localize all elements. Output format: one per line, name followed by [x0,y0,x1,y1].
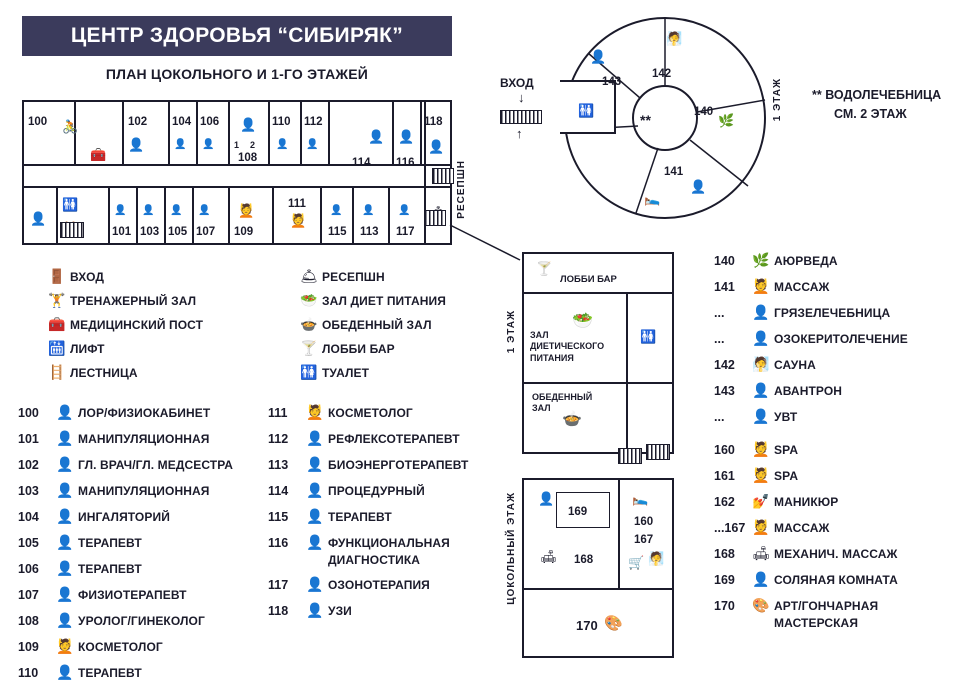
room-label: ГЛ. ВРАЧ/ГЛ. МЕДСЕСТРА [78,457,234,472]
legend-item [296,292,526,309]
room-number: 106 [18,561,39,576]
room-label: ГРЯЗЕЛЕЧЕБНИЦА [774,305,891,320]
fan-room-140: 140 [694,106,714,118]
legend-item [296,268,526,285]
room-label: АЮРВЕДА [774,253,838,268]
stairs-floor1 [618,448,642,464]
room-list-col2 [268,404,518,628]
room-label: МАСТЕРСКАЯ [774,616,859,630]
legend-item [44,340,274,357]
room-number-111: 111 [288,198,306,210]
legend-item [44,364,274,381]
diet-hall-label: ЗАЛ ДИЕТИЧЕСКОГО ПИТАНИЯ [530,330,605,363]
person-icon: 👤 [56,482,74,498]
person-icon-116: 👤 [398,129,415,144]
person-icon-102: 👤 [128,137,145,152]
list-item [18,456,268,473]
room-label: ТЕРАПЕВТ [78,561,142,576]
room-label: ФУНКЦИОНАЛЬНАЯ [328,535,450,550]
person-icon: 👤 [56,534,74,550]
room-label: ОЗОКЕРИТОЛЕЧЕНИЕ [774,331,908,346]
person-icon-114: 👤 [368,129,385,144]
basement-label: ЦОКОЛЬНЫЙ ЭТАЖ [506,492,517,605]
room-number-sub-1: 1 [234,140,240,150]
person-icon-169: 👤 [538,491,555,506]
entrance-label: ВХОД [500,76,534,90]
room-label: ПРОЦЕДУРНЫЙ [328,483,425,498]
room-number-110: 110 [272,116,291,128]
diet-hall-icon: 🥗 [300,292,318,308]
reception-label: РЕСЕПШН [456,160,467,219]
legend-item [296,364,526,381]
room-label: САУНА [774,357,816,372]
room-number: ... [714,331,725,346]
fan-room-143: 143 [602,76,622,88]
symbols-legend-col2 [296,268,526,388]
room-label: АВАНТРОН [774,383,843,398]
list-item [268,508,518,525]
room-number: 117 [268,577,289,592]
massage-icon-141: 🛌 [644,191,661,206]
room-label: МАНИКЮР [774,494,839,509]
mech-massage-icon: 🛋 [752,545,770,561]
legend-label: МЕДИЦИНСКИЙ ПОСТ [70,317,204,332]
room-number-114: 114 [352,157,371,169]
elevator-icon: 🛗 [48,340,66,356]
person-icon: 👤 [56,508,74,524]
room-number: ... [714,409,725,424]
room-number: 109 [18,639,39,654]
list-item [268,482,518,499]
symbols-legend-col1 [44,268,274,388]
medpost-icon: 🧰 [48,316,66,332]
room-number: 140 [714,253,735,268]
wc-icon-floor1: 🚻 [640,329,657,344]
room-number: 104 [18,509,39,524]
person-icon-112: 👤 [306,139,319,150]
lobby-bar-icon-plan: 🍸 [536,261,553,276]
list-item [18,430,268,447]
stairs-block-top [432,168,454,184]
list-item [18,612,268,629]
person-icon-103: 👤 [142,205,155,216]
person-icon: 👤 [56,664,74,680]
lobby-bar-icon: 🍸 [300,340,318,356]
room-number: 110 [18,665,39,680]
person-icon: 👤 [752,571,770,587]
lobby-bar-label: ЛОББИ БАР [560,274,617,285]
room-number-102: 102 [128,116,148,128]
room-number-103: 103 [140,226,160,238]
legend-item [44,268,274,285]
room-label: SPA [774,442,799,457]
sauna-icon-basement: 🧖 [648,551,665,566]
list-item [18,482,268,499]
page-subtitle: ПЛАН ЦОКОЛЬНОГО И 1-ГО ЭТАЖЕЙ [105,66,369,82]
basement-room-160: 160 [634,516,654,528]
list-item [268,456,518,473]
list-item [268,534,518,551]
reception-icon: 🛎 [300,268,318,284]
room-label: ТЕРАПЕВТ [78,665,142,680]
avantron-icon-143: 👤 [590,49,607,64]
room-number: 169 [714,572,735,587]
room-number: 116 [268,535,289,550]
wc-icon-plan: 🚻 [62,197,79,212]
room-label: ТЕРАПЕВТ [78,535,142,550]
list-item [714,493,974,510]
room-label: РЕФЛЕКСОТЕРАПЕВТ [328,431,460,446]
dining-icon-plan: 🍲 [562,411,582,428]
person-icon-110: 👤 [276,139,289,150]
stairs-icon: 🪜 [48,364,66,380]
room-number: 113 [268,457,289,472]
art-icon-170: 🎨 [604,615,623,632]
person-icon: 👤 [306,508,324,524]
person-icon: 👤 [752,304,770,320]
legend-label: ЛОББИ БАР [322,341,395,356]
room-number-107: 107 [196,226,216,238]
cosmetologist-icon: 💆 [306,404,324,420]
stairs-block-left [60,222,84,238]
room-number-116: 116 [396,157,415,169]
legend-label: ЛЕСТНИЦА [70,365,138,380]
dining-hall-label: ОБЕДЕННЫЙ ЗАЛ [532,392,593,414]
list-item [268,602,518,619]
room-label: ИНГАЛЯТОРИЙ [78,509,170,524]
manicure-icon: 💅 [752,493,770,509]
person-icon-104: 👤 [174,139,187,150]
room-number: 103 [18,483,39,498]
room-label: МАНИПУЛЯЦИОННАЯ [78,431,210,446]
room-label: АРТ/ГОНЧАРНАЯ [774,598,879,613]
basement-room-169: 169 [568,506,588,518]
room-number-106: 106 [200,116,220,128]
person-icon: 👤 [56,560,74,576]
dining-icon: 🍲 [300,316,318,332]
legend-label: РЕСЕПШН [322,269,385,284]
water-note-line2: СМ. 2 ЭТАЖ [834,106,907,121]
ayurveda-icon-140: 🌿 [718,113,735,128]
room-number-105: 105 [168,226,188,238]
list-item [18,664,268,681]
room-number: 101 [18,431,39,446]
list-item [18,508,268,525]
room-label: ОЗОНОТЕРАПИЯ [328,577,430,592]
list-item [714,382,974,399]
person-icon-113: 👤 [362,205,375,216]
fan-center-label: ** [640,112,651,128]
person-icon-101: 👤 [30,211,47,226]
entrance-arrow-down: ↓ [518,90,525,105]
medpost-icon: 🧰 [90,147,107,162]
person-icon-106: 👤 [202,139,215,150]
list-item [714,304,974,321]
gym-icon: 🏋 [48,292,66,308]
legend-label: ВХОД [70,269,105,284]
person-icon: 👤 [306,456,324,472]
person-icon-101b: 👤 [114,205,127,216]
room-number: 143 [714,383,735,398]
room-number: 168 [714,546,735,561]
room-number: 107 [18,587,39,602]
massage-icon: 💆 [752,519,770,535]
room-number: 112 [268,431,289,446]
room-label: ТЕРАПЕВТ [328,509,392,524]
fan-room-142: 142 [652,68,672,80]
room-label: УРОЛОГ/ГИНЕКОЛОГ [78,613,205,628]
room-label: КОСМЕТОЛОГ [328,405,413,420]
room-number: ...167 [714,520,746,535]
entrance-arrow-up: ↑ [516,126,523,141]
room-label: МАНИПУЛЯЦИОННАЯ [78,483,210,498]
person-icon: 👤 [306,534,324,550]
room-number-109: 109 [234,226,254,238]
room-number-101: 101 [112,226,132,238]
list-item [714,252,974,269]
room-number: ... [714,305,725,320]
room-label: ДИАГНОСТИКА [328,553,421,567]
person-icon: 👤 [306,602,324,618]
room-label: УВТ [774,409,798,424]
person-icon: 👤 [306,482,324,498]
room-label: SPA [774,468,799,483]
person-icon-105: 👤 [170,205,183,216]
list-item [18,534,268,551]
room-label: МАССАЖ [774,520,830,535]
room-number: 118 [268,603,289,618]
list-item [714,356,974,373]
list-item [18,638,268,655]
water-clinic-note [812,86,941,124]
list-item [268,404,518,421]
cosmetologist-icon-111: 💆 [290,213,307,228]
list-item [714,571,974,588]
room-number: 108 [18,613,39,628]
list-item [714,616,974,630]
list-item [714,467,974,484]
list-item [714,278,974,295]
list-item [268,553,518,567]
list-item [268,430,518,447]
room-list-col1 [18,404,268,690]
entrance-door [500,110,542,124]
room-number: 115 [268,509,289,524]
art-icon: 🎨 [752,597,770,613]
room-number-108: 108 [238,152,258,164]
list-item [714,330,974,347]
room-label: МЕХАНИЧ. МАССАЖ [774,546,898,561]
room-number-104: 104 [172,116,192,128]
person-icon: 👤 [752,408,770,424]
list-item [714,597,974,614]
room-number-117: 117 [396,226,415,238]
person-icon: 👤 [56,404,74,420]
room-number: 114 [268,483,289,498]
list-item [714,545,974,562]
floor1-label-right: 1 ЭТАЖ [772,78,783,122]
person-icon-117: 👤 [398,205,411,216]
person-icon: 👤 [752,382,770,398]
person-icon: 👤 [56,430,74,446]
diet-hall-icon-plan: 🥗 [572,311,594,330]
list-item [268,576,518,593]
room-label: БИОЭНЕРГОТЕРАПЕВТ [328,457,469,472]
room-number-100: 100 [28,116,48,128]
gym-icon: 🚴 [62,119,79,134]
person-icon: 👤 [306,430,324,446]
person-icon: 👤 [56,586,74,602]
room-number-sub-2: 2 [250,140,256,150]
massage-icon: 💆 [752,278,770,294]
room-number: 142 [714,357,735,372]
person-icon: 👤 [306,576,324,592]
list-item [714,408,974,425]
stairs-floor1b [646,444,670,460]
person-icon-108: 👤 [240,117,257,132]
room-number: 102 [18,457,39,472]
room-label: УЗИ [328,603,352,618]
list-item [714,441,974,458]
room-label: МАССАЖ [774,279,830,294]
room-number: 170 [714,598,735,613]
entrance-icon: 🚪 [48,268,66,284]
cart-icon-basement: 🛒 [628,555,645,570]
mech-massage-icon-168: 🛋 [540,549,557,564]
person-icon: 👤 [56,456,74,472]
legend-label: ТРЕНАЖЕРНЫЙ ЗАЛ [70,293,197,308]
water-note-line1: ** ВОДОЛЕЧЕБНИЦА [812,88,942,102]
person-icon-118: 👤 [428,139,445,154]
wc-icon-fan: 🚻 [578,103,595,118]
person-icon: 👤 [752,330,770,346]
list-item [18,404,268,421]
legend-item [44,292,274,309]
person-icon: 👤 [56,612,74,628]
cosmetologist-icon-109: 💆 [238,203,255,218]
room-number-112: 112 [304,116,323,128]
basement-room-170: 170 [576,618,598,633]
basement-room-168: 168 [574,554,594,566]
legend-item [296,340,526,357]
ayurveda-icon: 🌿 [752,252,770,268]
room-number: 100 [18,405,39,420]
room-list-col3 [714,252,974,639]
room-number: 105 [18,535,39,550]
room-number-118: 118 [424,116,443,128]
spa-icon: 💆 [752,467,770,483]
room-label: ФИЗИОТЕРАПЕВТ [78,587,187,602]
wc-icon: 🚻 [300,364,318,380]
room-number: 161 [714,468,735,483]
room-number: 111 [268,405,288,420]
room-number: 160 [714,442,735,457]
basement-room-167: 167 [634,534,654,546]
cosmetologist-icon: 💆 [56,638,74,654]
person-icon-141b: 👤 [690,179,707,194]
legend-label: ОБЕДЕННЫЙ ЗАЛ [322,317,432,332]
legend-label: ЛИФТ [70,341,105,356]
room-label: СОЛЯНАЯ КОМНАТА [774,572,898,587]
room-label: ЛОР/ФИЗИОКАБИНЕТ [78,405,211,420]
list-item [18,586,268,603]
room-number: 141 [714,279,735,294]
room-number-113: 113 [360,226,379,238]
spa-icon: 💆 [752,441,770,457]
person-icon-115: 👤 [330,205,343,216]
massage-icon-160: 🛌 [632,491,649,506]
list-item [714,519,974,536]
legend-label: ЗАЛ ДИЕТ ПИТАНИЯ [322,293,446,308]
page-title: ЦЕНТР ЗДОРОВЬЯ “СИБИРЯК” [22,16,452,56]
fan-room-141: 141 [664,166,684,178]
legend-item [296,316,526,333]
sauna-icon-142: 🧖 [666,31,683,46]
room-number: 162 [714,494,735,509]
room-label: КОСМЕТОЛОГ [78,639,163,654]
legend-label: ТУАЛЕТ [322,365,370,380]
floor1-label: 1 ЭТАЖ [506,310,517,354]
legend-item [44,316,274,333]
sauna-icon: 🧖 [752,356,770,372]
list-item [18,560,268,577]
room-number-115: 115 [328,226,347,238]
person-icon-107: 👤 [198,205,211,216]
